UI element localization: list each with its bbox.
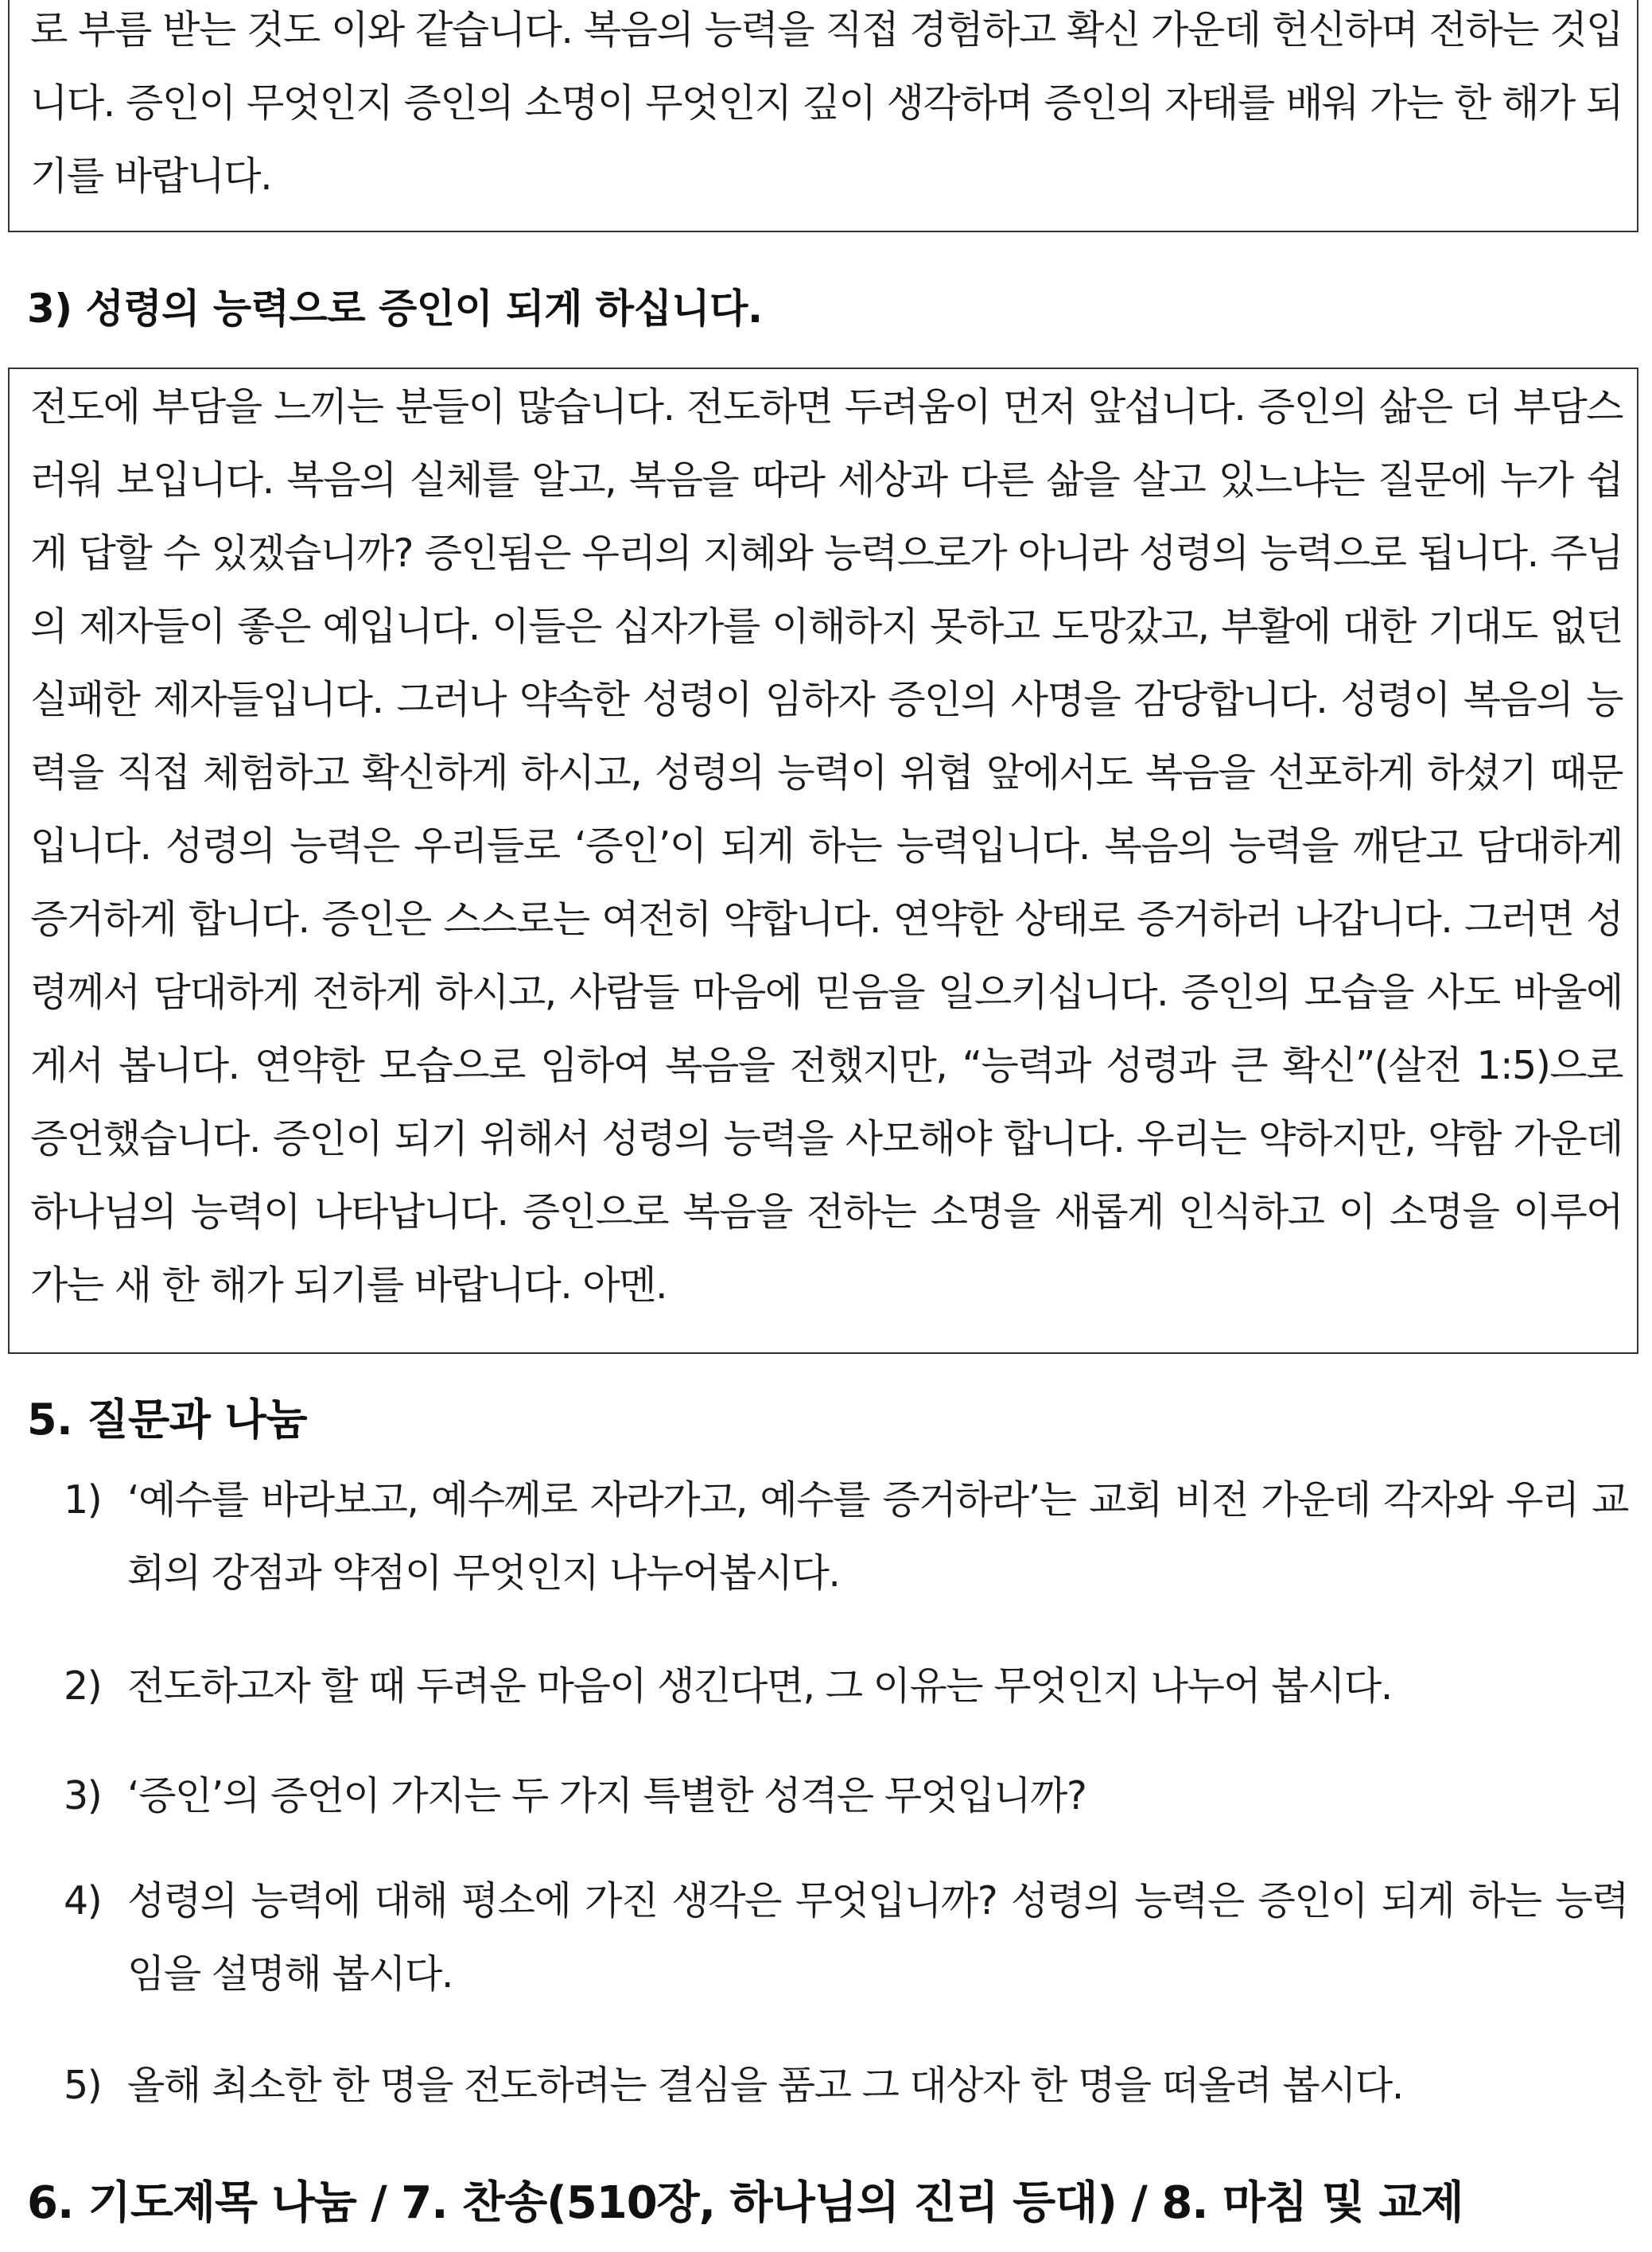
question-item [64, 1464, 1628, 1610]
question-number: 3) [64, 1773, 102, 1818]
question-text: 전도하고자 할 때 두려운 마음이 생긴다면, 그 이유는 무엇인지 나누어 봅시다. [127, 1663, 1392, 1709]
question-text: ‘예수를 바라보고, 예수께로 자라가고, 예수를 증거하라’는 교회 비전 가운데 각자와 우리 교회의 강점과 약점이 무엇인지 나누어봅시다. [127, 1477, 1628, 1596]
question-number: 4) [64, 1878, 102, 1923]
question-text: 올해 최소한 한 명을 전도하려는 결심을 품고 그 대상자 한 명을 떠올려 봅시다. [127, 2063, 1403, 2108]
section-6-8-heading: 6. 기도제목 나눔 / 7. 찬송(510장, 하나님의 진리 등대) / 8. 마침 및 교제 [27, 2177, 1463, 2229]
sermon-box-1-text: 로 부름 받는 것도 이와 같습니다. 복음의 능력을 직접 경험하고 확신 가운데 헌신하며 전하는 것입니다. 증인이 무엇인지 증인의 소명이 무엇인지 깊이 생각하며 증인의 자태를 배워 가는 한 해가 되기를 바랍니다. [30, 7, 1623, 199]
section-3-heading: 3) 성령의 능력으로 증인이 되게 하십니다. [27, 286, 763, 332]
question-item [64, 1650, 1628, 1723]
question-number: 5) [64, 2063, 102, 2108]
question-item [64, 2049, 1628, 2122]
sermon-box-2-text: 전도에 부담을 느끼는 분들이 많습니다. 전도하면 두려움이 먼저 앞섭니다. 증인의 삶은 더 부담스러워 보입니다. 복음의 실체를 알고, 복음을 따라 세상과 다른 삶을 살고 있느냐는 질문에 누가 쉽게 답할 수 있겠습니까? 증인됨은 우리의 지혜와 능력으로가 아니라 성령의 능력으로 됩니다. 주님의 제자들이 좋은 예입니다. 이들은 십자가를 이해하지 못하고 도망갔고, 부활에 대한 기대도 없던 실패한 제자들입니다. 그러나 약속한 성령이 임하자 증인의 사명을 감당합니다. 성령이 복음의 능력을 직접 체험하고 확신하게 하시고, 성령의 능력이 위협 앞에서도 복음을 선포하게 하셨기 때문입니다. 성령의 능력은 우리들로 ‘증인’이 되게 하는 능력입니다. 복음의 능력을 깨닫고 담대하게 증거하게 합니다. 증인은 스스로는 여전히 약합니다. 연약한 상태로 증거하러 나갑니다. 그러면 성령께서 담대하게 전하게 하시고, 사람들 마음에 믿음을 일으키십니다. 증인의 모습을 사도 바울에게서 봅니다. 연약한 모습으로 임하여 복음을 전했지만, “능력과 성령과 큰 확신”(살전 1:5)으로 증언했습니다. 증인이 되기 위해서 성령의 능력을 사모해야 합니다. 우리는 약하지만, 약함 가운데 하나님의 능력이 나타납니다. 증인으로 복음을 전하는 소명을 새롭게 인식하고 이 소명을 이루어가는 새 한 해가 되기를 바랍니다. 아멘. [30, 384, 1623, 1308]
question-number: 2) [64, 1663, 102, 1709]
question-text: ‘증인’의 증언이 가지는 두 가지 특별한 성격은 무엇입니까? [127, 1773, 1086, 1818]
question-item [64, 1760, 1628, 1833]
section-5-heading: 5. 질문과 나눔 [27, 1394, 308, 1445]
question-number: 1) [64, 1477, 102, 1523]
question-item [64, 1865, 1628, 2011]
sermon-box-2 [8, 368, 1638, 1354]
question-text: 성령의 능력에 대해 평소에 가진 생각은 무엇입니까? 성령의 능력은 증인이 되게 하는 능력임을 설명해 봅시다. [127, 1878, 1628, 1997]
sermon-box-1 [8, 0, 1638, 232]
